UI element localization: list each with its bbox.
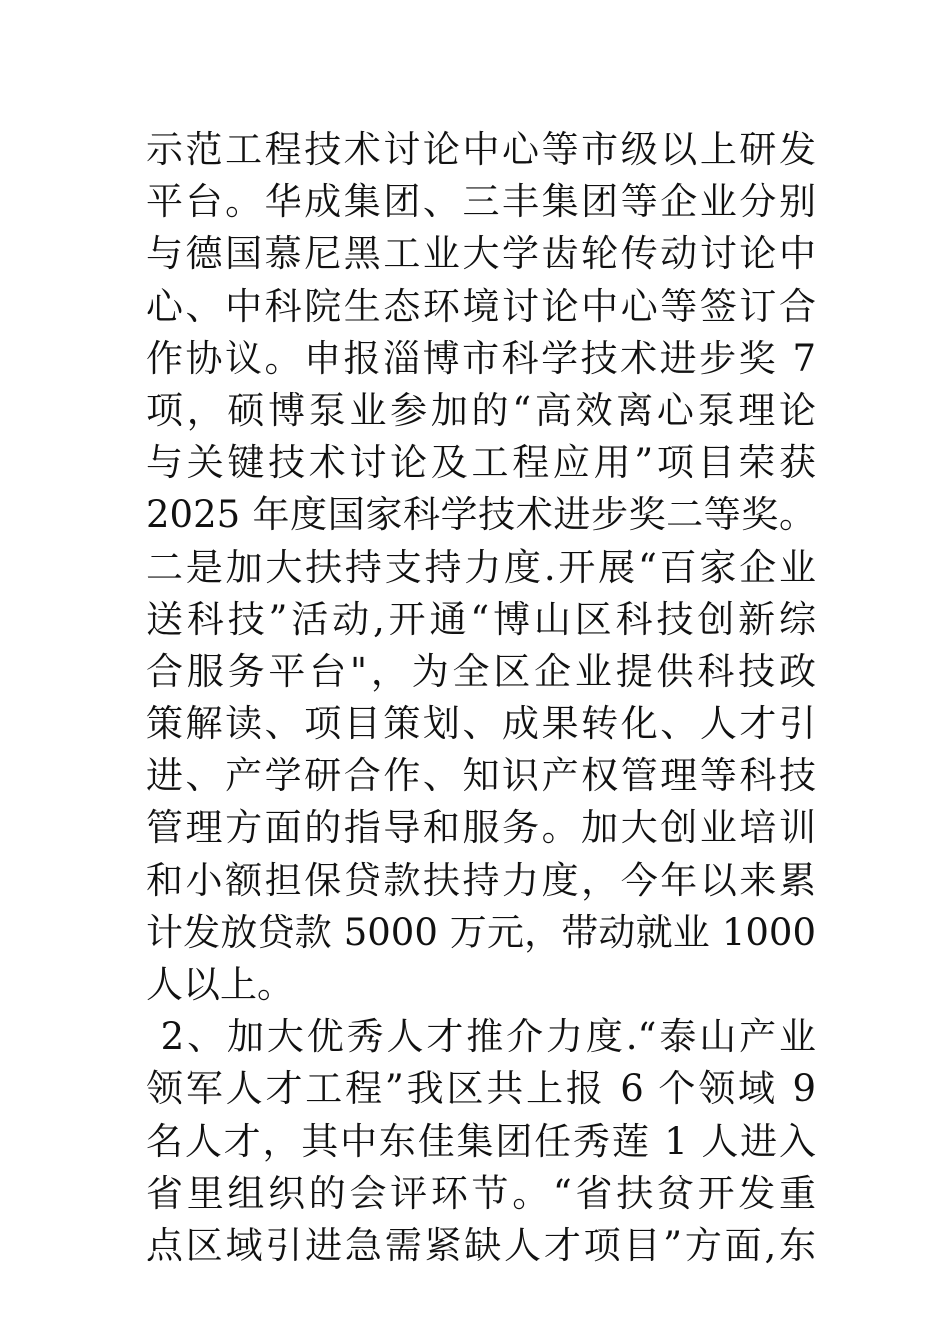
text-line: 作协议。申报淄博市科学技术进步奖 7 (146, 336, 816, 380)
text-line: 计发放贷款 5000 万元，带动就业 1000 (146, 910, 816, 954)
text-line: 进、产学研合作、知识产权管理等科技 (146, 754, 816, 798)
text-line: 2025 年度国家科学技术进步奖二等奖。 (146, 493, 816, 537)
text-line: 与德国慕尼黑工业大学齿轮传动讨论中 (146, 232, 816, 276)
text-line: 省里组织的会评环节。“省扶贫开发重 (146, 1171, 816, 1215)
text-line: 项，硕博泵业参加的“高效离心泵理论 (146, 388, 816, 432)
text-line: 管理方面的指导和服务。加大创业培训 (146, 806, 816, 850)
text-line: 2、加大优秀人才推介力度.“泰山产业 (146, 1015, 816, 1059)
text-line: 心、中科院生态环境讨论中心等签订合 (146, 284, 816, 328)
text-line: 点区域引进急需紧缺人才项目”方面,东 (146, 1223, 816, 1267)
text-line: 送科技”活动,开通“博山区科技创新综 (146, 597, 816, 641)
text-line: 领军人才工程”我区共上报 6 个领域 9 (146, 1067, 816, 1111)
text-line: 策解读、项目策划、成果转化、人才引 (146, 702, 816, 746)
text-line: 人以上。 (146, 963, 294, 1006)
text-line: 二是加大扶持支持力度.开展“百家企业 (146, 545, 816, 589)
text-line: 与关键技术讨论及工程应用”项目荣获 (146, 441, 816, 485)
body-text (146, 124, 816, 1272)
text-line: 示范工程技术讨论中心等市级以上研发 (146, 128, 816, 171)
text-line: 平台。华成集团、三丰集团等企业分别 (146, 180, 816, 224)
text-line: 名人才，其中东佳集团任秀莲 1 人进入 (146, 1119, 816, 1163)
text-line: 和小额担保贷款扶持力度，今年以来累 (146, 858, 816, 902)
text-line: 合服务平台"，为全区企业提供科技政 (146, 649, 816, 693)
